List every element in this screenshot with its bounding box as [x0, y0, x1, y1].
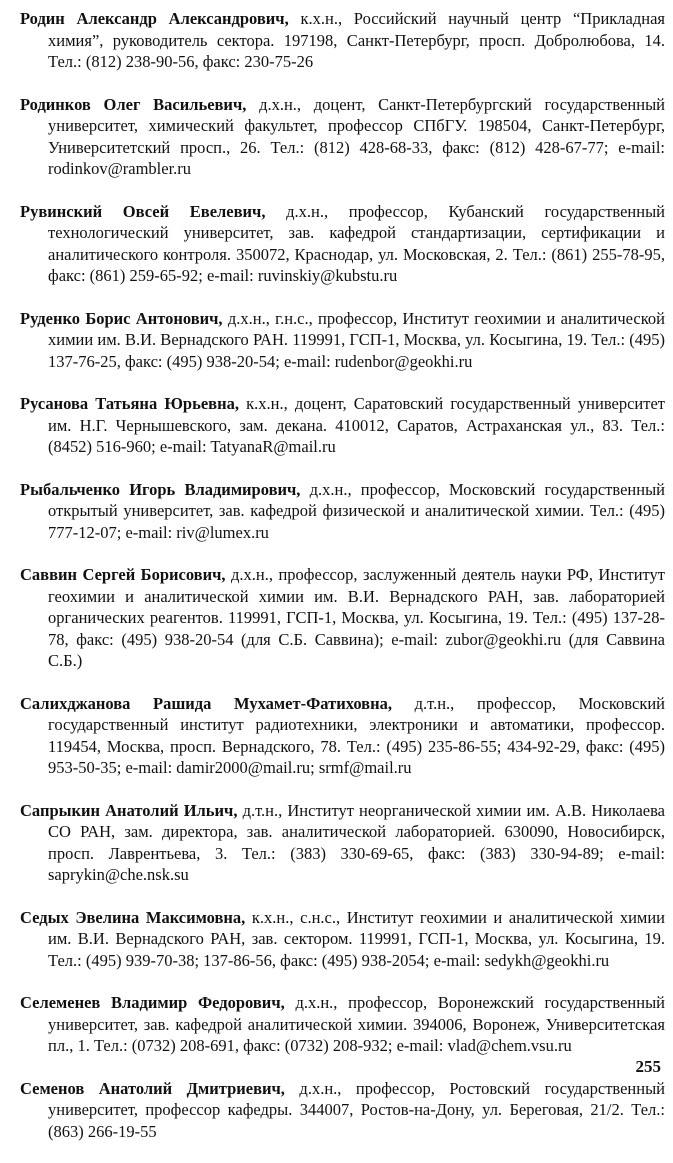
- entry-details: д.х.н., профессор, Московский государственный открытый университет, зав. кафедрой физической и аналитической химии. Тел.: (495) 777-12-07; e-mail: riv@lumex.ru: [48, 479, 665, 542]
- entry-name: Седых Эвелина Максимовна,: [20, 907, 246, 927]
- directory-entry: [20, 800, 665, 886]
- entry-name: Русанова Татьяна Юрьевна,: [20, 394, 239, 413]
- entry-name: Руденко Борис Антонович,: [20, 308, 223, 328]
- entry-name: Родин Александр Александрович,: [20, 9, 289, 28]
- directory-entry: [20, 992, 665, 1057]
- entry-name: Салихджанова Рашида Мухамет-Фатиховна,: [20, 693, 392, 713]
- entry-details: к.х.н., доцент, Саратовский государственный университет им. Н.Г. Чернышевского, зам. декана. 410012, Саратов, Астраханская ул., 83. Тел.: (8452) 516-960; e-mail: TatyanaR@mail.ru: [48, 394, 665, 456]
- entry-name: Селеменев Владимир Федорович,: [20, 993, 285, 1012]
- entry-details: к.х.н., Российский научный центр “Прикладная химия”, руководитель сектора. 197198, Санкт-Петербург, просп. Добролюбова, 14. Тел.: (812) 238-90-56, факс: 230-75-26: [48, 9, 665, 71]
- entry-details: к.х.н., с.н.с., Институт геохимии и аналитической химии им. В.И. Вернадского РАН, зав. сектором. 119991, ГСП-1, Москва, ул. Косыгина, 19. Тел.: (495) 939-70-38; 137-86-56, факс: (495) 938-2054; e-mail: sedykh@geokhi.ru: [48, 907, 665, 970]
- entry-name: Родинков Олег Васильевич,: [20, 94, 247, 114]
- entry-name: Сапрыкин Анатолий Ильич,: [20, 800, 238, 820]
- entry-name: Рувинский Овсей Евелевич,: [20, 201, 266, 221]
- entry-details: д.т.н., профессор, Московский государственный институт радиотехники, электроники и автоматики, профессор. 119454, Москва, просп. Вернадского, 78. Тел.: (495) 235-86-55; 434-92-29, факс: (495) 953-50-35; e-mail: damir2000@mail.ru; srmf@mail.ru: [48, 693, 665, 777]
- directory-entry: [20, 907, 665, 972]
- directory-entry: [20, 8, 665, 73]
- entry-name: Семенов Анатолий Дмитриевич,: [20, 1078, 285, 1098]
- directory-entry: [20, 308, 665, 373]
- directory-entry: [20, 693, 665, 779]
- directory-entries: [20, 8, 665, 1163]
- entry-details: д.х.н., профессор, Кубанский государственный технологический университет, зав. кафедрой стандартизации, сертификации и аналитического контроля. 350072, Краснодар, ул. Московская, 2. Тел.: (861) 255-78-95, факс: (861) 259-65-92; e-mail: ruvinskiy@kubstu.ru: [48, 201, 665, 285]
- entry-details: д.х.н., профессор, Ростовский государственный университет, профессор кафедры. 344007, Ростов-на-Дону, ул. Береговая, 21/2. Тел.: (863) 266-19-55: [48, 1078, 665, 1141]
- directory-entry: [20, 94, 665, 180]
- directory-entry: [20, 393, 665, 458]
- entry-name: Рыбальченко Игорь Владимирович,: [20, 479, 301, 499]
- directory-entry: [20, 479, 665, 544]
- directory-entry: [20, 564, 665, 672]
- entry-name: Саввин Сергей Борисович,: [20, 565, 226, 584]
- entry-details: д.х.н., доцент, Санкт-Петербургский государственный университет, химический факультет, профессор СПбГУ. 198504, Санкт-Петербург, Университетский просп., 26. Тел.: (812) 428-68-33, факс: (812) 428-67-77; e-mail: rodinkov@rambler.ru: [48, 94, 665, 178]
- directory-entry: [20, 201, 665, 287]
- page-number: 255: [635, 1057, 661, 1076]
- directory-entry: [20, 1078, 665, 1143]
- entry-details: д.х.н., профессор, заслуженный деятель науки РФ, Институт геохимии и аналитической химии им. В.И. Вернадского РАН, зав. лабораторией органических реагентов. 119991, ГСП-1, Москва, ул. Косыгина, 19. Тел.: (495) 137-28-78, факс: (495) 938-20-54 (для С.Б. Саввина); e-mail: zubor@geokhi.ru (для Саввина С.Б.): [48, 565, 665, 670]
- entry-details: д.х.н., г.н.с., профессор, Институт геохимии и аналитической химии им. В.И. Вернадского РАН. 119991, ГСП-1, Москва, ул. Косыгина, 19. Тел.: (495) 137-76-25, факс: (495) 938-20-54; e-mail: rudenbor@geokhi.ru: [48, 308, 665, 371]
- entry-details: д.х.н., профессор, Воронежский государственный университет, зав. кафедрой аналитической химии. 394006, Воронеж, Университетская пл., 1. Тел.: (0732) 208-691, факс: (0732) 208-932; e-mail: vlad@chem.vsu.ru: [48, 993, 665, 1055]
- entry-details: д.т.н., Институт неорганической химии им. А.В. Николаева СО РАН, зам. директора, зав. аналитической лабораторией. 630090, Новосибирск, просп. Лаврентьева, 3. Тел.: (383) 330-69-65, факс: (383) 330-94-89; e-mail: saprykin@che.nsk.su: [48, 800, 665, 884]
